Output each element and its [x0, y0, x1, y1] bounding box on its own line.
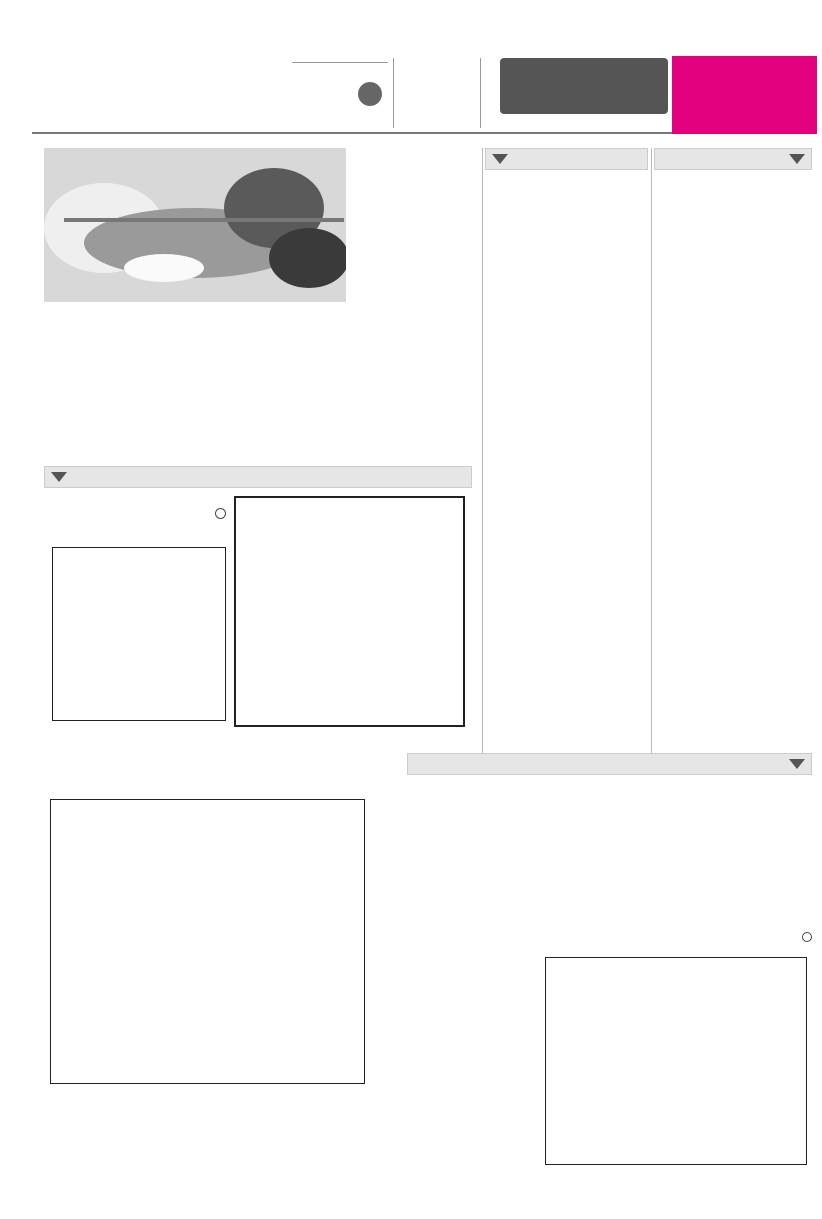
sudoku-header [44, 466, 472, 488]
crossword-answer-header [538, 932, 812, 943]
crossword-clues-bottom-left [44, 1100, 156, 1164]
recipe-text-column-1 [322, 195, 480, 457]
crossword-clues-bottom-right [272, 1100, 402, 1164]
triangle-icon [51, 472, 67, 482]
column-divider [651, 148, 652, 768]
crossword-clues-3 [395, 782, 536, 1092]
crossword-answer-grid [545, 957, 807, 1165]
triangle-icon [789, 154, 805, 164]
recipe-text-column-3 [44, 305, 164, 457]
circle-icon [215, 508, 226, 519]
newspaper-logo [500, 58, 668, 114]
sudoku-answer-grid [52, 547, 226, 721]
crossword-clues-1 [650, 782, 810, 927]
sms-number [292, 62, 388, 63]
sudoku-grid[interactable] [234, 496, 465, 727]
page-number-box [672, 56, 817, 134]
crossword-row-numbers [366, 799, 384, 1084]
sudoku-answer-header [52, 508, 226, 519]
horoscope-text [485, 176, 648, 766]
section-box [393, 58, 481, 128]
crossword-header [407, 753, 812, 775]
circle-icon [802, 932, 812, 942]
crossword-clues-bottom-mid [160, 1100, 268, 1164]
recipe-text-column-2 [168, 305, 320, 457]
crossword-grid[interactable] [50, 799, 365, 1084]
triangle-icon [789, 759, 805, 769]
crossword-clues-2 [538, 782, 648, 927]
triangle-icon [492, 154, 508, 164]
kabab-photo [44, 148, 346, 302]
know-header [654, 148, 812, 170]
horoscope-header [485, 148, 648, 170]
column-divider [482, 148, 483, 768]
sms-icon [358, 82, 382, 106]
